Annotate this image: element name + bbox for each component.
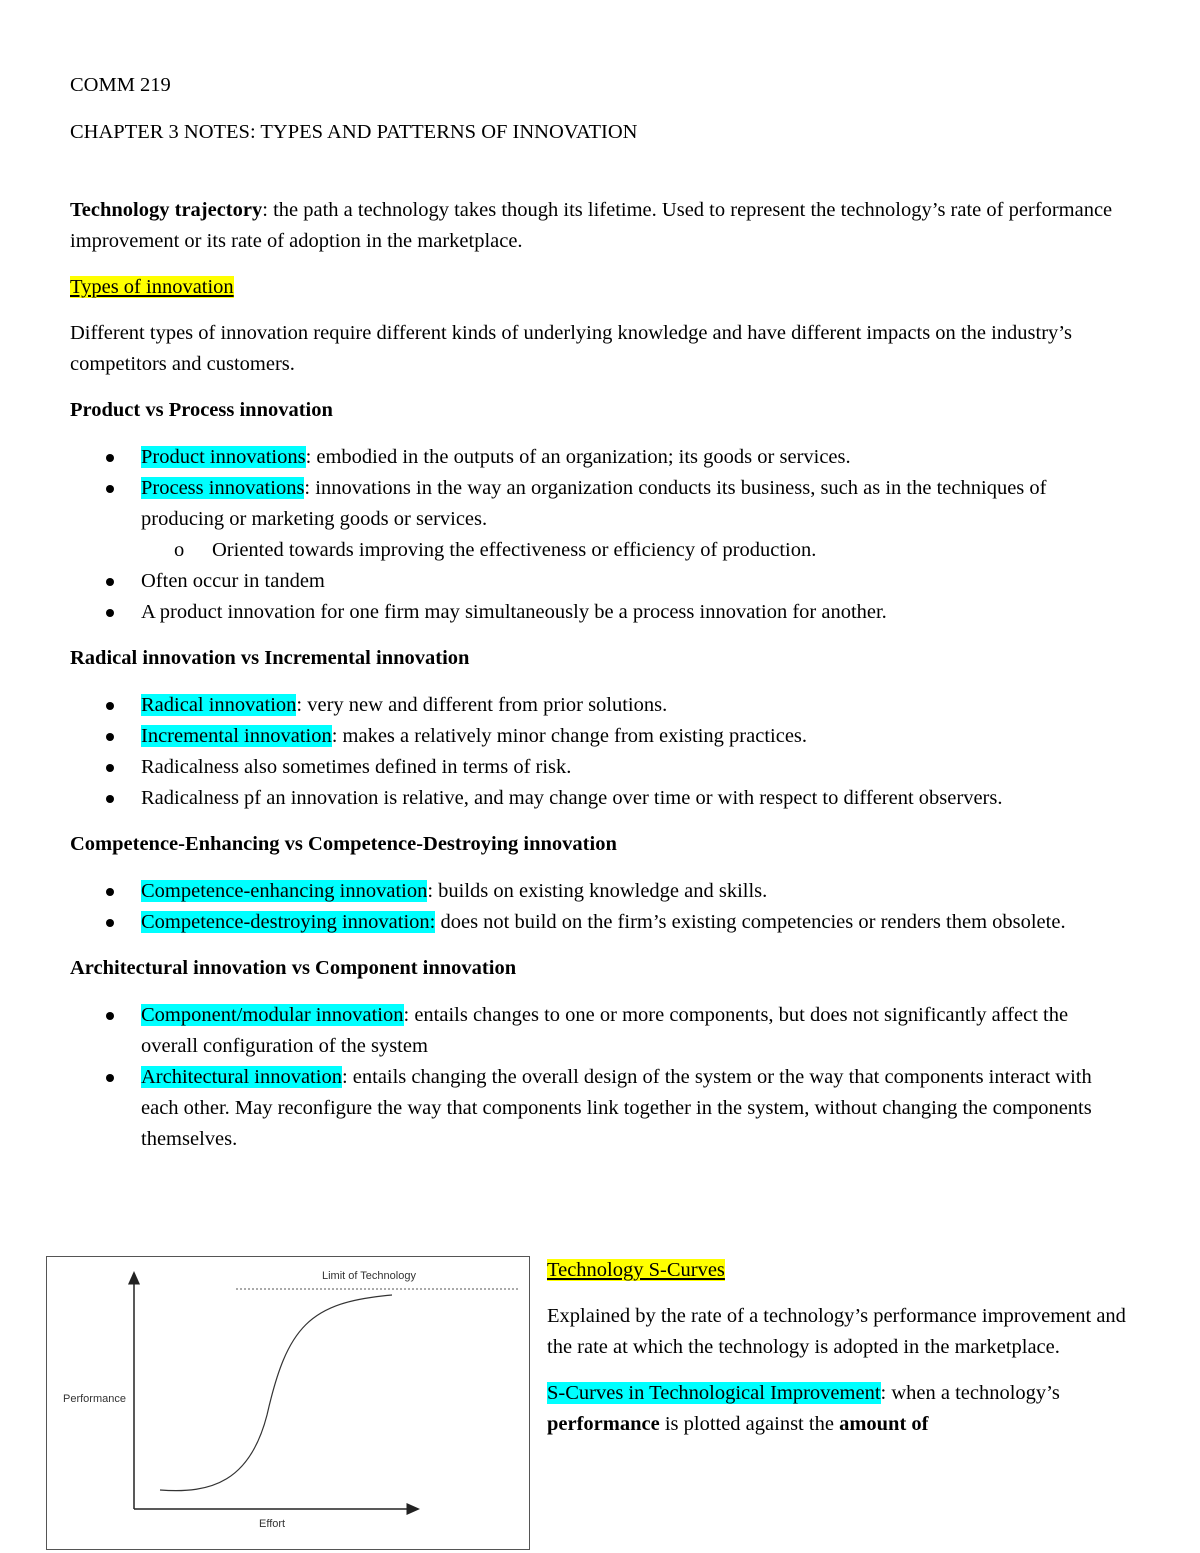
types-intro: Different types of innovation require different kinds of underlying knowledge and have different impacts on the industry’s competitors and customers.: [70, 322, 1072, 375]
list-item: [70, 876, 1130, 907]
radical-innovation-text: : very new and different from prior solutions.: [296, 694, 668, 716]
process-innovations-term: Process innovations: [141, 477, 305, 499]
radical-innovation-term: Radical innovation: [141, 694, 297, 716]
list-item: [70, 1062, 1130, 1155]
course-code: COMM 219: [70, 74, 171, 96]
product-process-heading: [70, 395, 1130, 426]
chapter-title: CHAPTER 3 NOTES: TYPES AND PATTERNS OF INNOVATION: [70, 121, 638, 143]
list-item: A product innovation for one firm may simultaneously be a process innovation for another.: [70, 597, 1130, 628]
s-curve-para1: Explained by the rate of a technology’s performance improvement and the rate at which the technology is adopted in the marketplace.: [547, 1305, 1126, 1358]
sub-list-item: o Oriented towards improving the effectiveness or efficiency of production.: [141, 535, 1130, 566]
s-curve-heading-text: Technology S-Curves: [547, 1259, 725, 1281]
competence-enhancing-term: Competence-enhancing innovation: [141, 880, 428, 902]
product-process-list: [70, 442, 1130, 628]
tech-trajectory-definition: : the path a technology takes though its lifetime. Used to represent the technology’s rate of performance improvement or its rate of adoption in the marketplace.: [70, 199, 1113, 252]
radical-heading-text: Radical innovation vs Incremental innovation: [70, 647, 470, 669]
architectural-heading-text: Architectural innovation vs Component innovation: [70, 957, 517, 979]
list-item: Often occur in tandem: [70, 566, 1130, 597]
s-curve-para2: [547, 1378, 1137, 1440]
process-sublist: [141, 535, 1130, 566]
s-curve-section: [547, 1255, 1137, 1440]
tech-trajectory-paragraph: [70, 195, 1130, 257]
architectural-list: [70, 1000, 1130, 1155]
component-innovation-text: : entails changes to one or more components, but does not significantly affect the overall configuration of the system: [141, 1004, 1069, 1057]
component-innovation-term: Component/modular innovation: [141, 1004, 404, 1026]
architectural-heading: [70, 953, 1130, 984]
s-curve-svg: [47, 1257, 529, 1549]
s-curve-para2-part-a: : when a technology’s: [880, 1382, 1060, 1404]
competence-heading: [70, 829, 1130, 860]
s-curve-figure: [46, 1256, 530, 1550]
document-body: [70, 70, 1130, 1155]
list-item: [70, 690, 1130, 721]
product-innovations-term: Product innovations: [141, 446, 306, 468]
performance-axis-label: Performance: [63, 1393, 126, 1405]
list-item: [70, 907, 1130, 938]
product-innovations-text: : embodied in the outputs of an organization; its goods or services.: [305, 446, 851, 468]
competence-destroying-text: does not build on the firm’s existing competencies or renders them obsolete.: [435, 911, 1066, 933]
list-item: [70, 473, 1130, 566]
competence-enhancing-text: : builds on existing knowledge and skills.: [427, 880, 768, 902]
performance-bold: performance: [547, 1413, 660, 1435]
amount-of-bold: amount of: [839, 1413, 929, 1435]
s-curve-para2-part-b: is plotted against the: [659, 1413, 840, 1435]
architectural-innovation-term: Architectural innovation: [141, 1066, 342, 1088]
types-heading: [70, 272, 1130, 303]
tech-trajectory-term: Technology trajectory: [70, 199, 263, 221]
s-curve-line: [160, 1295, 392, 1491]
list-item: [70, 1000, 1130, 1062]
types-heading-text: Types of innovation: [70, 276, 234, 298]
radical-list: [70, 690, 1130, 814]
competence-list: [70, 876, 1130, 938]
list-item: [70, 442, 1130, 473]
list-item: Radicalness also sometimes defined in terms of risk.: [70, 752, 1130, 783]
architectural-innovation-text: : entails changing the overall design of the system or the way that components interact with each other. May reconfigure the way that components link together in the system, without changing the components themselves.: [141, 1066, 1092, 1150]
s-curves-improvement-term: S-Curves in Technological Improvement: [547, 1382, 881, 1404]
competence-heading-text: Competence-Enhancing vs Competence-Destroying innovation: [70, 833, 617, 855]
radical-heading: [70, 643, 1130, 674]
s-curve-heading: [547, 1255, 1137, 1286]
product-process-heading-text: Product vs Process innovation: [70, 399, 333, 421]
effort-axis-label: Effort: [259, 1518, 286, 1530]
process-innovations-text: : innovations in the way an organization conducts its business, such as in the techniques of producing or marketing goods or services.: [141, 477, 1047, 530]
list-item: Radicalness pf an innovation is relative, and may change over time or with respect to different observers.: [70, 783, 1130, 814]
incremental-innovation-term: Incremental innovation: [141, 725, 332, 747]
competence-destroying-term: Competence-destroying innovation:: [141, 911, 436, 933]
list-item: [70, 721, 1130, 752]
incremental-innovation-text: : makes a relatively minor change from existing practices.: [331, 725, 808, 747]
limit-of-technology-label: Limit of Technology: [322, 1270, 416, 1282]
